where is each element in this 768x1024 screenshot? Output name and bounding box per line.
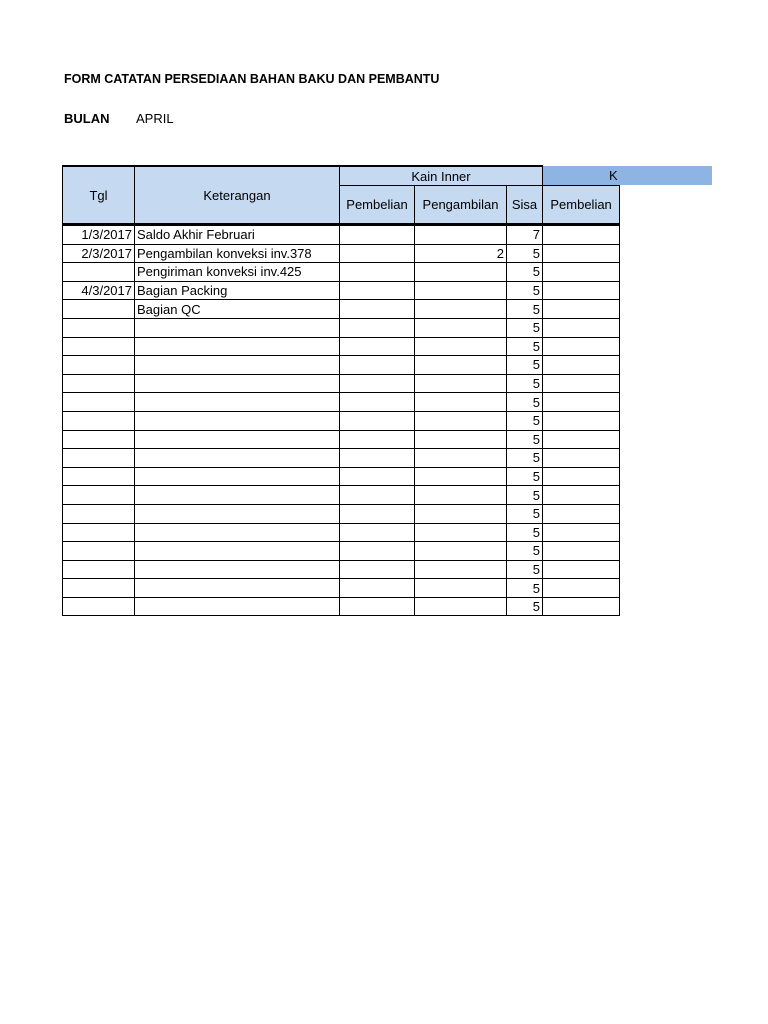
cell-pengambilan[interactable] — [415, 597, 507, 616]
cell-sisa[interactable]: 5 — [507, 486, 543, 505]
cell-tgl[interactable] — [63, 486, 135, 505]
table-row — [63, 225, 620, 245]
cell-sisa[interactable]: 5 — [507, 411, 543, 430]
cell-pengambilan[interactable] — [415, 393, 507, 412]
cell-keterangan[interactable] — [135, 467, 340, 486]
cell-pembelian-2[interactable] — [543, 244, 620, 263]
cell-pembelian[interactable] — [340, 560, 415, 579]
cell-sisa[interactable]: 5 — [507, 374, 543, 393]
cell-sisa[interactable]: 5 — [507, 430, 543, 449]
cell-sisa[interactable]: 5 — [507, 579, 543, 598]
cell-pengambilan[interactable] — [415, 374, 507, 393]
cell-pembelian-2[interactable] — [543, 318, 620, 337]
cell-sisa[interactable]: 5 — [507, 467, 543, 486]
cell-pembelian[interactable] — [340, 356, 415, 375]
cell-pembelian-2[interactable] — [543, 374, 620, 393]
cell-pembelian-2[interactable] — [543, 449, 620, 468]
cell-tgl[interactable]: 4/3/2017 — [63, 281, 135, 300]
cell-pembelian[interactable] — [340, 411, 415, 430]
table-row — [63, 486, 620, 505]
cell-keterangan[interactable] — [135, 523, 340, 542]
cell-pembelian-2[interactable] — [543, 579, 620, 598]
cell-keterangan[interactable]: Bagian Packing — [135, 281, 340, 300]
cell-pembelian-2[interactable] — [543, 486, 620, 505]
table-row — [63, 430, 620, 449]
page-title: FORM CATATAN PERSEDIAAN BAHAN BAKU DAN PEMBANTU — [64, 72, 440, 86]
cell-pengambilan[interactable] — [415, 225, 507, 245]
cell-pembelian[interactable] — [340, 244, 415, 263]
header-pengambilan[interactable]: Pengambilan — [415, 186, 507, 225]
cell-sisa[interactable]: 5 — [507, 356, 543, 375]
cell-keterangan[interactable] — [135, 356, 340, 375]
cell-keterangan[interactable] — [135, 579, 340, 598]
cell-pembelian[interactable] — [340, 225, 415, 245]
cell-keterangan[interactable] — [135, 597, 340, 616]
cell-pembelian[interactable] — [340, 300, 415, 319]
header-pembelian[interactable]: Pembelian — [340, 186, 415, 225]
cell-pembelian[interactable] — [340, 579, 415, 598]
cell-sisa[interactable]: 5 — [507, 449, 543, 468]
header-sisa[interactable]: Sisa — [507, 186, 543, 225]
cell-tgl[interactable] — [63, 449, 135, 468]
cell-tgl[interactable] — [63, 579, 135, 598]
cell-pengambilan[interactable] — [415, 300, 507, 319]
cell-tgl[interactable] — [63, 356, 135, 375]
table-row — [63, 263, 620, 282]
cell-pengambilan[interactable] — [415, 579, 507, 598]
cell-pengambilan[interactable] — [415, 504, 507, 523]
cell-pembelian[interactable] — [340, 504, 415, 523]
table-row — [63, 560, 620, 579]
cell-tgl[interactable]: 1/3/2017 — [63, 225, 135, 245]
cell-pembelian[interactable] — [340, 374, 415, 393]
cell-pengambilan[interactable] — [415, 337, 507, 356]
header-group-k[interactable]: K — [543, 166, 620, 186]
cell-tgl[interactable]: 2/3/2017 — [63, 244, 135, 263]
header-pembelian-2[interactable]: Pembelian — [543, 186, 620, 225]
cell-pengambilan[interactable] — [415, 318, 507, 337]
cell-tgl[interactable] — [63, 263, 135, 282]
cell-pembelian-2[interactable] — [543, 225, 620, 245]
header-tgl[interactable]: Tgl — [63, 166, 135, 225]
cell-keterangan[interactable] — [135, 318, 340, 337]
cell-pembelian-2[interactable] — [543, 356, 620, 375]
cell-pembelian[interactable] — [340, 337, 415, 356]
cell-sisa[interactable]: 5 — [507, 263, 543, 282]
cell-keterangan[interactable] — [135, 393, 340, 412]
cell-keterangan[interactable] — [135, 560, 340, 579]
cell-sisa[interactable]: 5 — [507, 542, 543, 561]
cell-tgl[interactable] — [63, 504, 135, 523]
cell-pembelian[interactable] — [340, 523, 415, 542]
cell-sisa[interactable]: 5 — [507, 244, 543, 263]
cell-pembelian-2[interactable] — [543, 430, 620, 449]
cell-sisa[interactable]: 5 — [507, 504, 543, 523]
table-row — [63, 579, 620, 598]
cell-tgl[interactable] — [63, 597, 135, 616]
header-keterangan[interactable]: Keterangan — [135, 166, 340, 225]
cell-keterangan[interactable]: Pengiriman konveksi inv.425 — [135, 263, 340, 282]
cell-pembelian-2[interactable] — [543, 393, 620, 412]
cell-pembelian-2[interactable] — [543, 300, 620, 319]
table-row — [63, 374, 620, 393]
cell-tgl[interactable] — [63, 467, 135, 486]
cell-pembelian-2[interactable] — [543, 281, 620, 300]
cell-sisa[interactable]: 5 — [507, 393, 543, 412]
cell-pembelian-2[interactable] — [543, 542, 620, 561]
table-row — [63, 411, 620, 430]
cell-pengambilan[interactable] — [415, 356, 507, 375]
cell-pembelian[interactable] — [340, 542, 415, 561]
cell-keterangan[interactable]: Pengambilan konveksi inv.378 — [135, 244, 340, 263]
cell-tgl[interactable] — [63, 411, 135, 430]
cell-pembelian[interactable] — [340, 318, 415, 337]
cell-pengambilan[interactable] — [415, 281, 507, 300]
cell-keterangan[interactable] — [135, 430, 340, 449]
table-row — [63, 467, 620, 486]
cell-keterangan[interactable] — [135, 449, 340, 468]
cell-keterangan[interactable]: Saldo Akhir Februari — [135, 225, 340, 245]
table-row — [63, 300, 620, 319]
cell-pembelian[interactable] — [340, 449, 415, 468]
cell-pembelian[interactable] — [340, 281, 415, 300]
cell-tgl[interactable] — [63, 393, 135, 412]
cell-pembelian-2[interactable] — [543, 523, 620, 542]
table-row — [63, 356, 620, 375]
cell-sisa[interactable]: 5 — [507, 300, 543, 319]
cell-sisa[interactable]: 5 — [507, 523, 543, 542]
cell-sisa[interactable]: 5 — [507, 318, 543, 337]
table-row — [63, 244, 620, 263]
cell-tgl[interactable] — [63, 560, 135, 579]
table-row — [63, 393, 620, 412]
cell-pembelian-2[interactable] — [543, 597, 620, 616]
cell-pengambilan[interactable] — [415, 467, 507, 486]
cell-tgl[interactable] — [63, 542, 135, 561]
cell-pembelian-2[interactable] — [543, 337, 620, 356]
cell-tgl[interactable] — [63, 430, 135, 449]
table-row — [63, 542, 620, 561]
cell-pembelian[interactable] — [340, 486, 415, 505]
cell-keterangan[interactable] — [135, 337, 340, 356]
cell-pengambilan[interactable] — [415, 449, 507, 468]
cell-tgl[interactable] — [63, 318, 135, 337]
table-row — [63, 337, 620, 356]
cell-keterangan[interactable] — [135, 411, 340, 430]
cell-sisa[interactable]: 7 — [507, 225, 543, 245]
table-row — [63, 504, 620, 523]
cell-pembelian[interactable] — [340, 467, 415, 486]
bulan-value[interactable]: APRIL — [136, 111, 174, 126]
cell-pembelian-2[interactable] — [543, 467, 620, 486]
cell-pembelian[interactable] — [340, 597, 415, 616]
cell-sisa[interactable]: 5 — [507, 337, 543, 356]
cell-keterangan[interactable]: Bagian QC — [135, 300, 340, 319]
cell-sisa[interactable]: 5 — [507, 281, 543, 300]
cell-keterangan[interactable] — [135, 486, 340, 505]
cell-pembelian[interactable] — [340, 393, 415, 412]
bulan-label: BULAN — [64, 111, 110, 126]
inventory-table — [62, 165, 620, 616]
cell-pengambilan[interactable] — [415, 560, 507, 579]
cell-tgl[interactable] — [63, 523, 135, 542]
cell-pengambilan[interactable]: 2 — [415, 244, 507, 263]
table-row — [63, 318, 620, 337]
cell-pengambilan[interactable] — [415, 430, 507, 449]
cell-tgl[interactable] — [63, 300, 135, 319]
cell-pengambilan[interactable] — [415, 486, 507, 505]
cell-pengambilan[interactable] — [415, 523, 507, 542]
table-row — [63, 597, 620, 616]
cell-sisa[interactable]: 5 — [507, 597, 543, 616]
cell-pembelian-2[interactable] — [543, 560, 620, 579]
cell-pengambilan[interactable] — [415, 411, 507, 430]
cell-pembelian[interactable] — [340, 430, 415, 449]
cell-pembelian-2[interactable] — [543, 263, 620, 282]
table-row — [63, 281, 620, 300]
header-group-kain-inner[interactable]: Kain Inner — [340, 166, 543, 186]
cell-pengambilan[interactable] — [415, 263, 507, 282]
cell-keterangan[interactable] — [135, 504, 340, 523]
cell-keterangan[interactable] — [135, 374, 340, 393]
cell-pembelian-2[interactable] — [543, 504, 620, 523]
cell-keterangan[interactable] — [135, 542, 340, 561]
cell-tgl[interactable] — [63, 337, 135, 356]
table-row — [63, 449, 620, 468]
cell-tgl[interactable] — [63, 374, 135, 393]
cell-pengambilan[interactable] — [415, 542, 507, 561]
table-row — [63, 523, 620, 542]
cell-sisa[interactable]: 5 — [507, 560, 543, 579]
header-fill-extension — [620, 166, 712, 185]
cell-pembelian-2[interactable] — [543, 411, 620, 430]
cell-pembelian[interactable] — [340, 263, 415, 282]
